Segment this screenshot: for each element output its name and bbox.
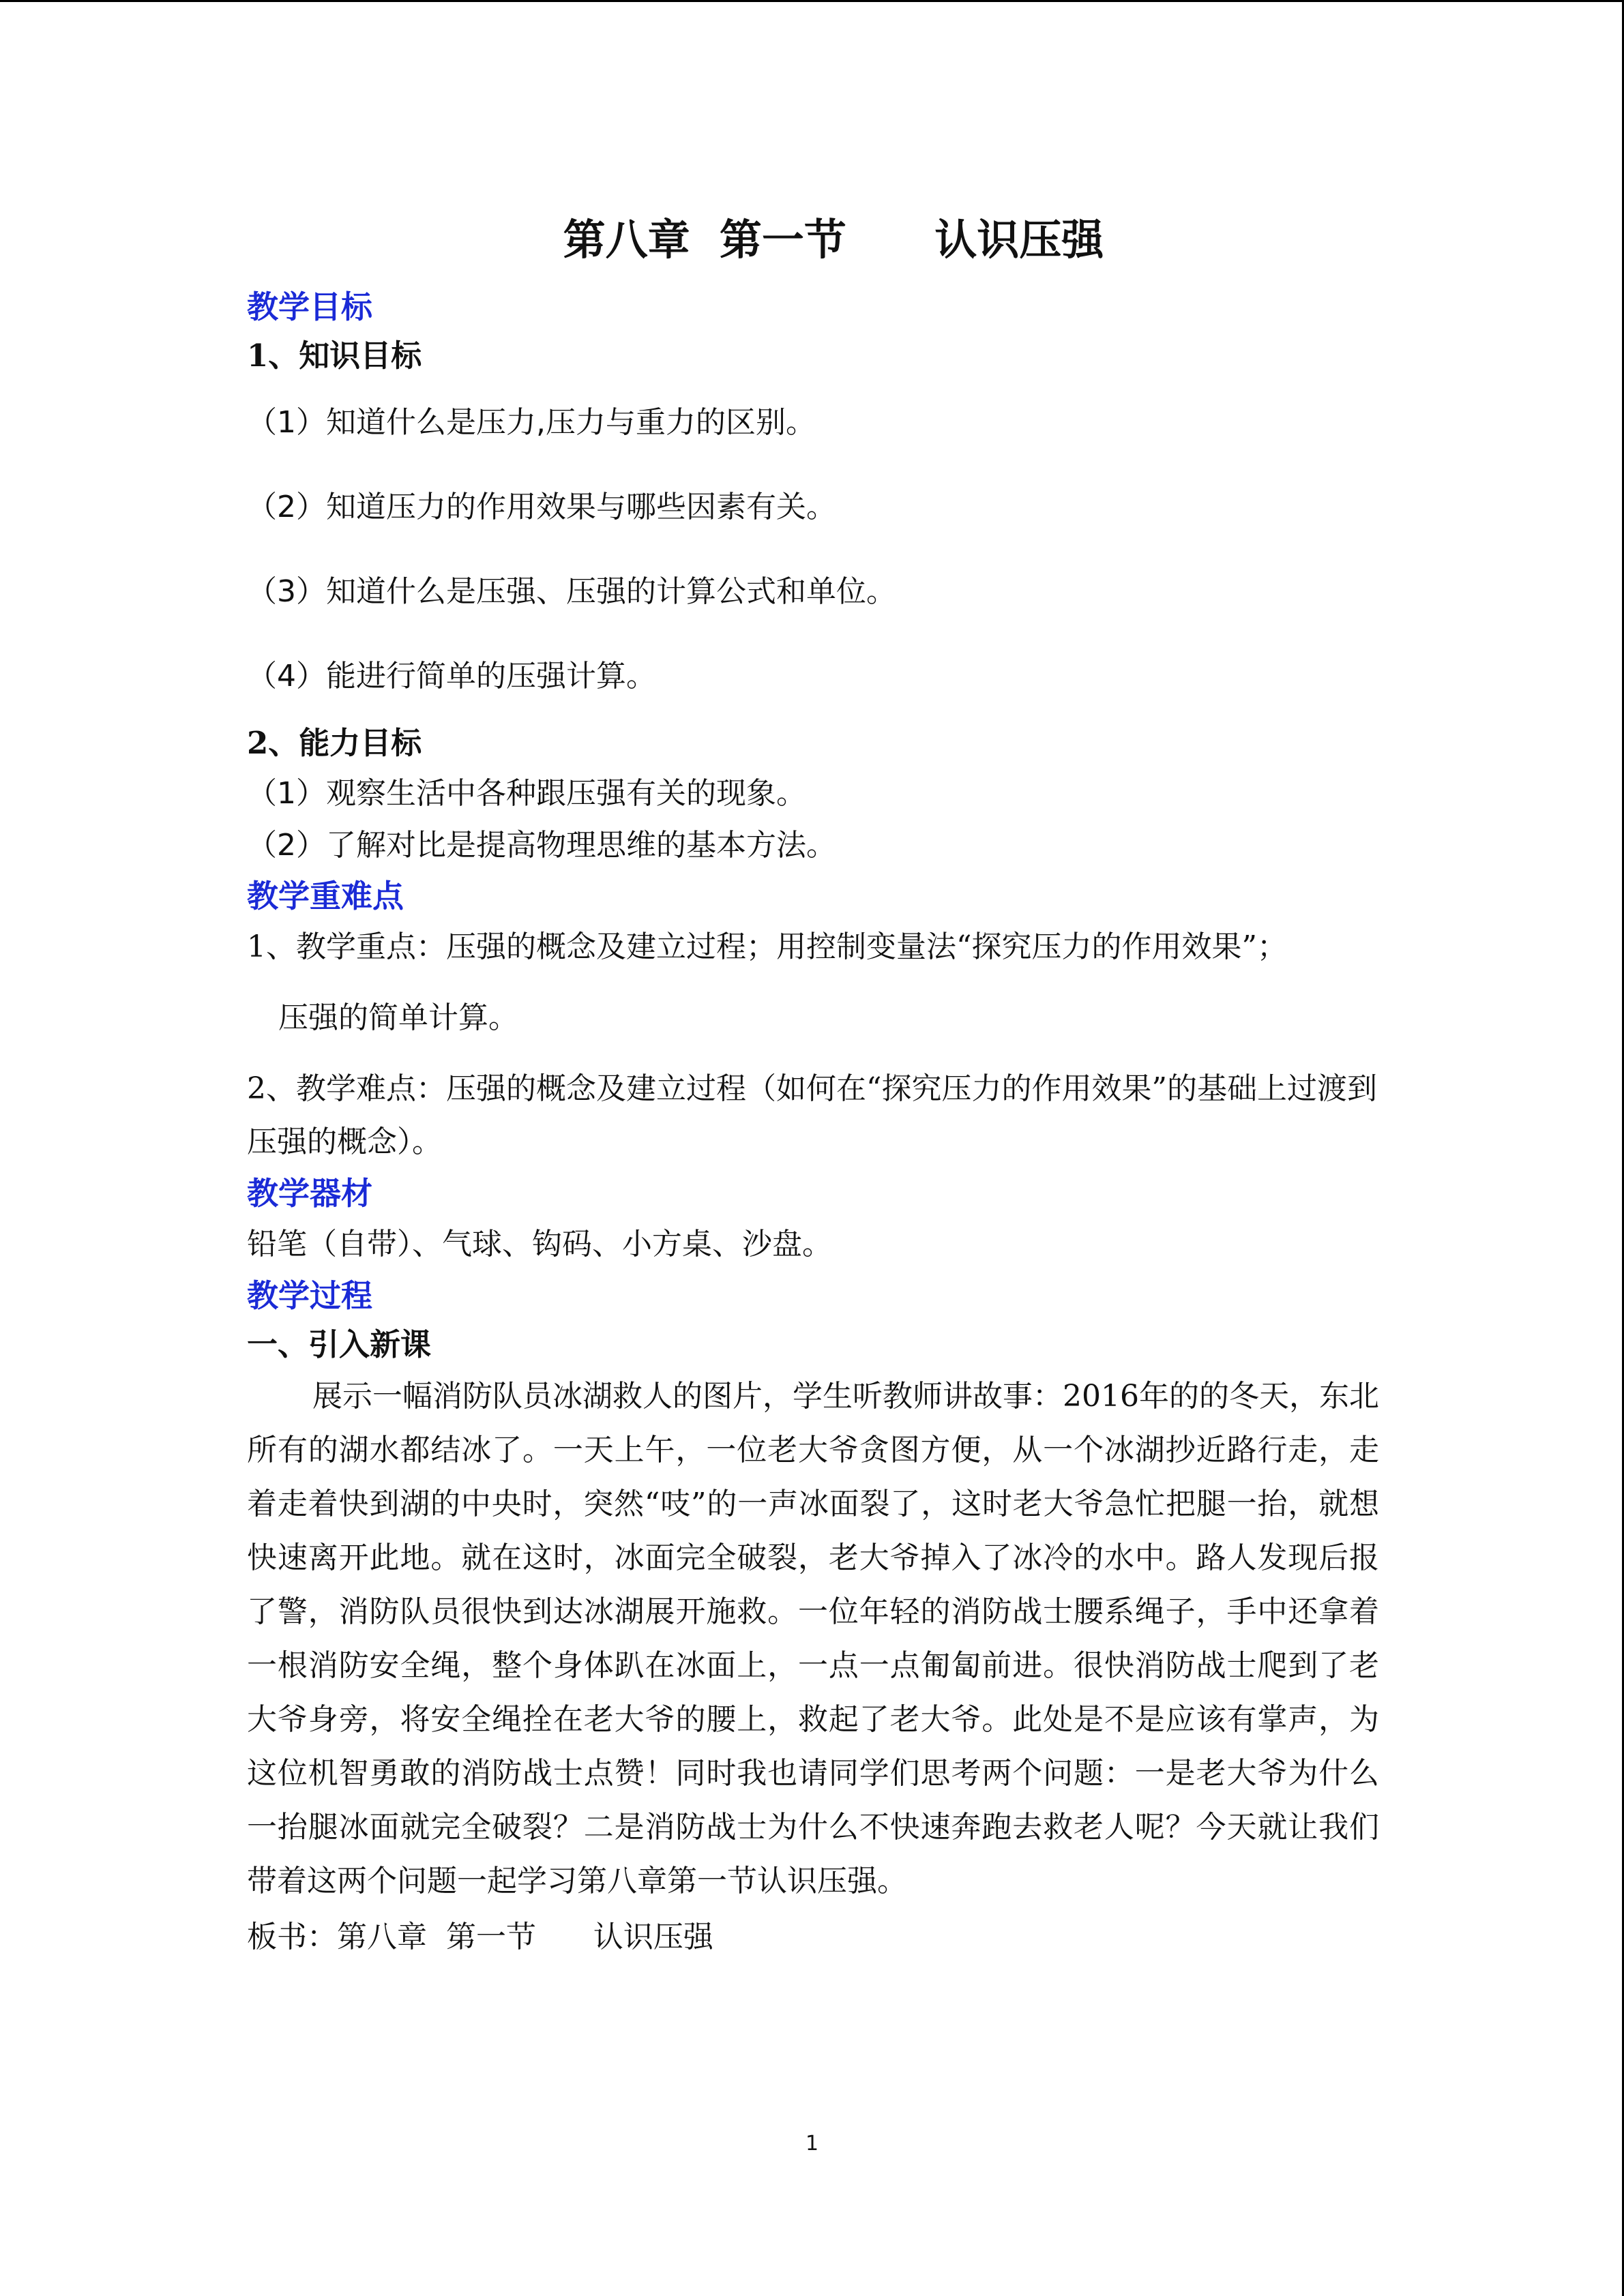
objectives-heading: 教学目标: [247, 288, 372, 325]
knowledge-item-2: （2）知道压力的作用效果与哪些因素有关。: [247, 490, 836, 524]
ability-item-2: （2）了解对比是提高物理思维的基本方法。: [247, 828, 836, 863]
knowledge-item-1: （1）知道什么是压力,压力与重力的区别。: [247, 405, 816, 440]
teaching-difficulty: 2、教学难点：压强的概念及建立过程（如何在“探究压力的作用效果”的基础上过渡到压强的概念）。: [247, 1071, 1377, 1159]
process-heading: 教学过程: [247, 1277, 372, 1314]
knowledge-item-4: （4）能进行简单的压强计算。: [247, 659, 656, 694]
page-number: 1: [805, 2132, 819, 2156]
knowledge-item-3: （3）知道什么是压强、压强的计算公式和单位。: [247, 574, 896, 609]
knowledge-objectives-heading: 1、知识目标: [247, 338, 422, 374]
blackboard-note: 板书：第八章 第一节 认识压强: [247, 1920, 713, 1954]
document-page: [247, 205, 1379, 1967]
top-border: [0, 0, 1624, 2]
intro-paragraph: 展示一幅消防队员冰湖救人的图片，学生听教师讲故事：2016年的的冬天，东北所有的湖水都结冰了。一天上午，一位老大爷贪图方便，从一个冰湖抄近路行走，走着走着快到湖的中央时，突然“吱”的一声冰面裂了，这时老大爷急忙把腿一抬，就想快速离开此地。就在这时，冰面完全破裂，老大爷掉入了冰冷的水中。路人发现后报了警，消防队员很快到达冰湖展开施救。一位年轻的消防战士腰系绳子，手中还拿着一根消防安全绳，整个身体趴在冰面上，一点一点匍匐前进。很快消防战士爬到了老大爷身旁，将安全绳拴在老大爷的腰上，救起了老大爷。此处是不是应该有掌声，为这位机智勇敢的消防战士点赞！同时我也请同学们思考两个问题：一是老大爷为什么一抬腿冰面就完全破裂？二是消防战士为什么不快速奔跑去救老人呢？今天就让我们带着这两个问题一起学习第八章第一节认识压强。: [247, 1379, 1379, 1898]
ability-item-1: （1）观察生活中各种跟压强有关的现象。: [247, 776, 806, 811]
ability-objectives-heading: 2、能力目标: [247, 725, 422, 761]
key-points-heading: 教学重难点: [247, 878, 404, 914]
teaching-focus-extra: 压强的简单计算。: [278, 1000, 518, 1035]
intro-heading: 一、引入新课: [247, 1326, 432, 1362]
document-title: 第八章 第一节 认识压强: [563, 215, 1104, 265]
teaching-focus: 1、教学重点：压强的概念及建立过程；用控制变量法“探究压力的作用效果”；: [247, 929, 1287, 964]
materials-heading: 教学器材: [247, 1175, 372, 1212]
materials-text: 铅笔（自带）、气球、钩码、小方桌、沙盘。: [247, 1227, 832, 1262]
